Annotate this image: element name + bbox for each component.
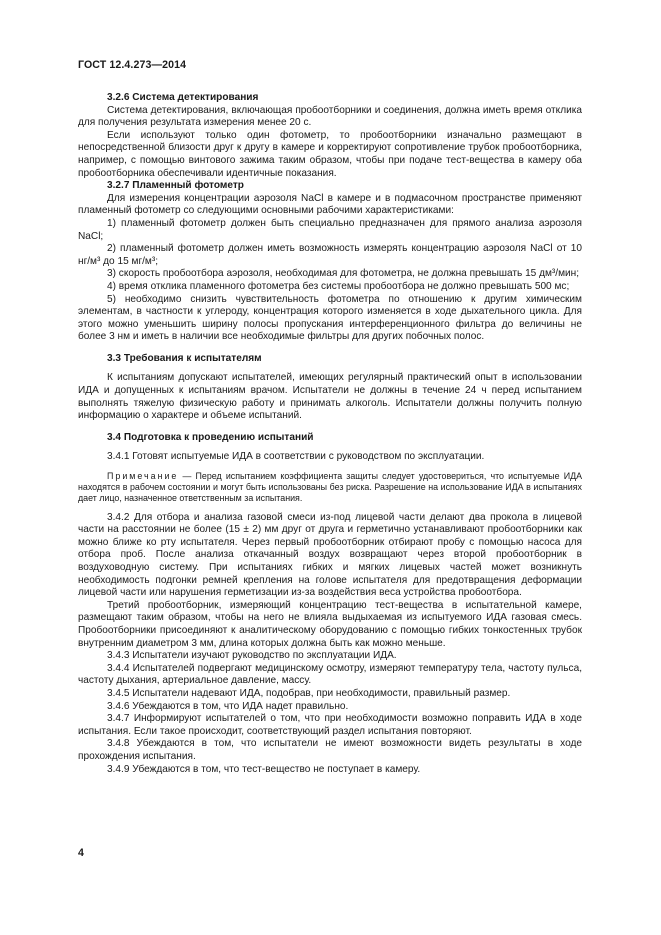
list-item: 2) пламенный фотометр должен иметь возможность измерять концентрацию аэрозоля NaCl от 10 нг/м³ до 15 мг/м³; <box>78 243 582 267</box>
heading-3-4: 3.4 Подготовка к проведению испытаний <box>107 431 314 443</box>
paragraph: К испытаниям допускают испытателей, имеющих регулярный практический опыт в использовании ИДА и допущенных к испытаниям врачом. Испытатели не должны в течение 24 ч перед испытанием выполнять тяжелую физическую работу и принимать алкоголь. Испытатели должны получить полную информацию о характере и объеме испытаний. <box>78 372 582 422</box>
paragraph: 3.4.2 Для отбора и анализа газовой смеси из-под лицевой части делают два прокола в лицевой части на расстоянии не более (15 ± 2) мм друг от друга и герметично устанавливают пробоотборники как можно ближе ко рту испытателя. Через первый пробоотборник отбирают пробу с помощью насоса для отбора проб. После анализа откачанный воздух возвращают через второй пробоотборник в воздуховодную систему. При испытаниях гибких и мягких лицевых частей может возникнуть необходимость подгонки ремней крепления на голове испытателя для предотвращения деформации лицевой части или нарушения герметизации из-за воздействия веса устройства пробоотбора. <box>78 511 582 599</box>
list-item: 5) необходимо снизить чувствительность фотометра по отношению к другим химическим элементам, в частности к углероду, концентрация которого изменяется в ходе дыхательного цикла. Для этого можно уменьшить ширину полосы пропускания интерференционного фильтра до величины не более 3 нм и иметь в наличии все необходимые фильтры для других побочных полос. <box>78 293 582 343</box>
list-item: 3) скорость пробоотбора аэрозоля, необходимая для фотометра, не должна превышать 15 дм³/мин; <box>107 268 580 280</box>
page-number: 4 <box>78 847 84 859</box>
paragraph: 3.4.7 Информируют испытателей о том, что при необходимости возможно поправить ИДА в ходе испытания. Если такое происходит, соответствующий раздел испытания повторяют. <box>78 713 582 737</box>
note-label: Примечание <box>107 471 179 482</box>
paragraph: 3.4.6 Убеждаются в том, что ИДА надет правильно. <box>107 700 349 712</box>
paragraph: 3.4.4 Испытателей подвергают медицинскому осмотру, измеряют температуру тела, частоту пульса, частоту дыхания, артериальное давление, массу. <box>78 662 582 687</box>
paragraph: 3.4.1 Готовят испытуемые ИДА в соответствии с руководством по эксплуатации. <box>107 451 485 463</box>
list-item: 4) время отклика пламенного фотометра без системы пробоотбора не должно превышать 500 мс; <box>107 280 570 292</box>
document-header: ГОСТ 12.4.273—2014 <box>78 59 187 71</box>
note-text: — Перед испытанием коэффициента защиты следует удостовериться, что испытуемые ИДА находятся в рабочем состоянии и могут быть использованы без риска. Разрешение на использование ИДА в испытаниях дает лицо, назначенное ответственным за испытания. <box>78 471 582 504</box>
document-body <box>78 92 582 776</box>
paragraph: Если используют только один фотометр, то пробоотборники изначально размещают в непосредственной близости друг к другу в камере и корректируют сопротивление трубок пробоотборника, например, с помощью винтового зажима таким образом, чтобы при подаче тест-вещества в камеру оба пробоотборника обеспечивали идентичные показания. <box>78 129 582 179</box>
paragraph: Третий пробоотборник, измеряющий концентрацию тест-вещества в испытательной камере, размещают таким образом, чтобы на него не влияла выдыхаемая из испытуемого ИДА газовая смесь. Пробоотборники присоединяют к аналитическому оборудованию с помощью гибких тонкостенных трубок внутренним диаметром 3 мм, длина которых должна быть как можно меньше. <box>78 599 582 649</box>
list-item: 1) пламенный фотометр должен быть специально предназначен для прямого анализа аэрозоля NaCl; <box>78 217 582 242</box>
heading-3-2-6: 3.2.6 Система детектирования <box>107 92 259 103</box>
paragraph: 3.4.8 Убеждаются в том, что испытатели не имеют возможности видеть результаты в ходе прохождения испытания. <box>78 738 582 762</box>
paragraph: 3.4.3 Испытатели изучают руководство по эксплуатации ИДА. <box>107 650 397 662</box>
heading-3-3: 3.3 Требования к испытателям <box>107 352 262 364</box>
paragraph: Для измерения концентрации аэрозоля NaCl в камере и в подмасочном пространстве применяют пламенный фотометр со следующими основными рабочими характеристиками: <box>78 192 582 217</box>
note <box>78 471 582 505</box>
paragraph: 3.4.9 Убеждаются в том, что тест-вещество не поступает в камеру. <box>107 763 421 775</box>
paragraph: Система детектирования, включающая пробоотборники и соединения, должна иметь время отклика для получения результата измерения менее 20 с. <box>78 104 582 129</box>
paragraph: 3.4.5 Испытатели надевают ИДА, подобрав, при необходимости, правильный размер. <box>107 687 511 699</box>
heading-3-2-7: 3.2.7 Пламенный фотометр <box>107 180 244 192</box>
